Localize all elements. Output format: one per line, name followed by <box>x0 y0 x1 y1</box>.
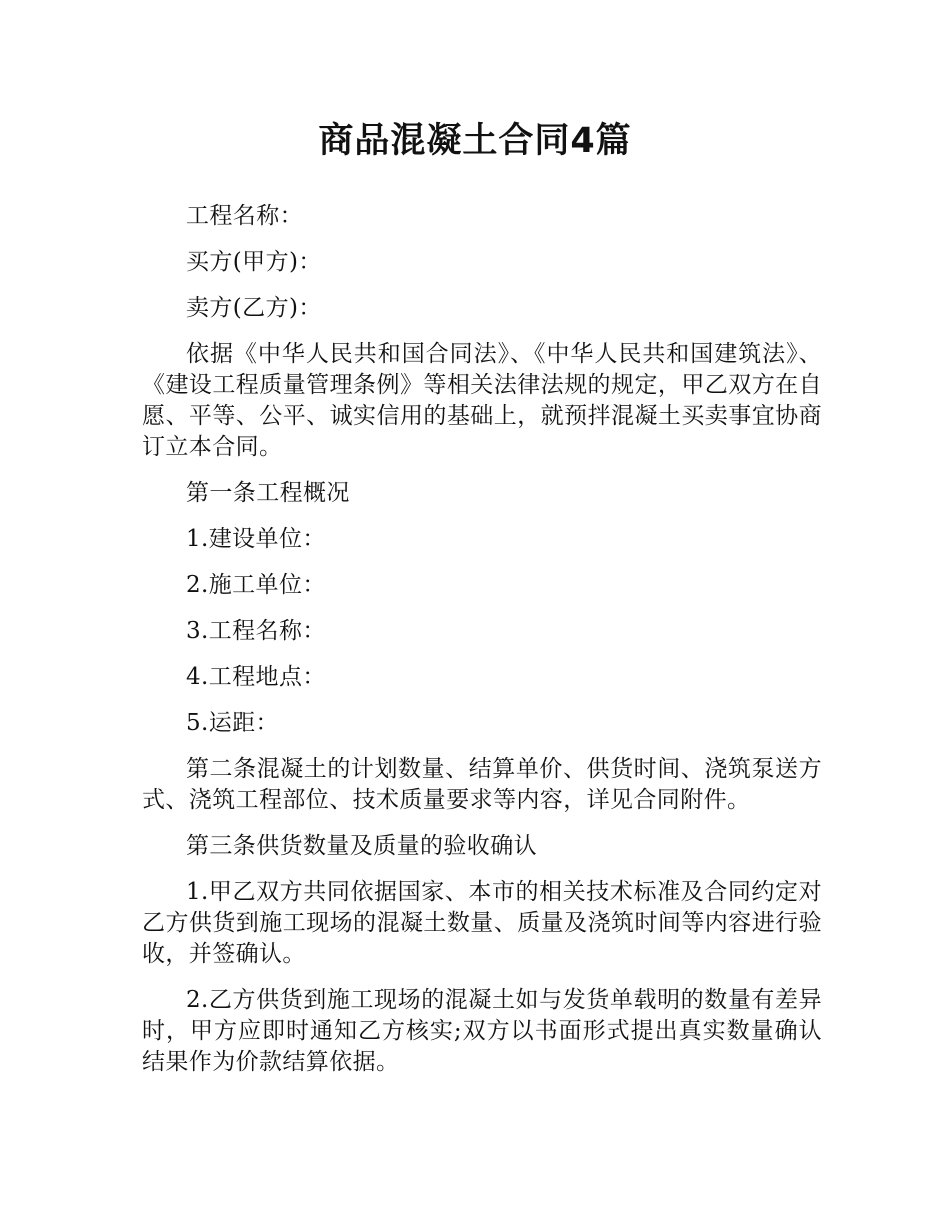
paragraph-article-2: 第二条混凝土的计划数量、结算单价、供货时间、浇筑泵送方式、浇筑工程部位、技术质量要求等内容，详见合同附件。 <box>142 756 822 813</box>
paragraph-buyer: 买方(甲方)： <box>186 249 322 275</box>
list-item-distance: 5.运距： <box>186 710 279 736</box>
paragraph-seller: 卖方(乙方)： <box>186 295 322 321</box>
list-item-project-name: 3.工程名称： <box>186 618 326 644</box>
list-item-project-location: 4.工程地点： <box>186 664 326 690</box>
paragraph-project-name: 工程名称： <box>186 203 303 229</box>
heading-article-3: 第三条供货数量及质量的验收确认 <box>186 833 537 859</box>
document-title: 商品混凝土合同4篇 <box>318 121 632 161</box>
list-item-builder-unit: 2.施工单位： <box>186 572 326 598</box>
heading-article-1: 第一条工程概况 <box>186 480 350 506</box>
paragraph-article-3-item-1: 1.甲乙双方共同依据国家、本市的相关技术标准及合同约定对乙方供货到施工现场的混凝土数量、质量及浇筑时间等内容进行验收，并签确认。 <box>142 879 822 967</box>
paragraph-legal-basis: 依据《中华人民共和国合同法》、《中华人民共和国建筑法》、《建设工程质量管理条例》等相关法律法规的规定，甲乙双方在自愿、平等、公平、诚实信用的基础上，就预拌混凝土买卖事宜协商订立本合同。 <box>142 341 822 460</box>
paragraph-article-3-item-2: 2.乙方供货到施工现场的混凝土如与发货单载明的数量有差异时，甲方应即时通知乙方核实;双方以书面形式提出真实数量确认结果作为价款结算依据。 <box>142 987 822 1075</box>
list-item-construction-unit: 1.建设单位： <box>186 526 326 552</box>
document-body <box>142 201 822 1093</box>
